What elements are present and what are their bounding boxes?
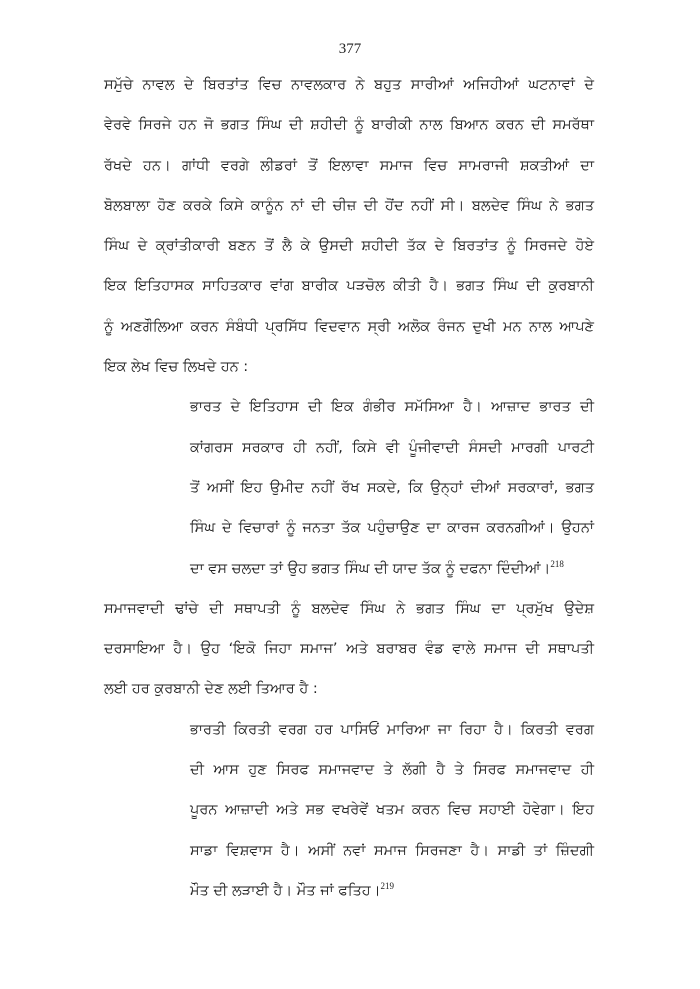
quote-line	[190, 552, 594, 592]
quote-line: ਦੀ ਆਸ ਹੁਣ ਸਿਰਫ ਸਮਾਜਵਾਦ ਤੇ ਲੱਗੀ ਹੈ ਤੇ ਸਿਰਫ ਸਮਾਜਵਾਦ ਹੀ	[190, 762, 594, 779]
text-line: ਲਈ ਹਰ ਕੁਰਬਾਨੀ ਦੇਣ ਲਈ ਤਿਆਰ ਹੈ :	[104, 681, 318, 698]
block-quote-working-class	[104, 713, 594, 914]
quote-line: ਭਾਰਤ ਦੇ ਇਤਿਹਾਸ ਦੀ ਇਕ ਗੰਭੀਰ ਸਮੱਸਿਆ ਹੈ। ਆਜ਼ਾਦ ਭਾਰਤ ਦੀ	[190, 399, 594, 416]
quote-line: ਭਾਰਤੀ ਕਿਰਤੀ ਵਰਗ ਹਰ ਪਾਸਿਓਂ ਮਾਰਿਆ ਜਾ ਰਿਹਾ ਹੈ। ਕਿਰਤੀ ਵਰਗ	[190, 721, 594, 738]
paragraph-socialism	[104, 592, 594, 713]
paragraph-intro	[104, 68, 594, 390]
text-line: ਸਮਾਜਵਾਦੀ ਢਾਂਚੇ ਦੀ ਸਥਾਪਤੀ ਨੂੰ ਬਲਦੇਵ ਸਿੰਘ ਨੇ ਭਗਤ ਸਿੰਘ ਦਾ ਪ੍ਰਮੁੱਖ ਉਦੇਸ਼	[104, 600, 594, 617]
text-line: ਇਕ ਇਤਿਹਾਸਕ ਸਾਹਿਤਕਾਰ ਵਾਂਗ ਬਾਰੀਕ ਪੜਚੋਲ ਕੀਤੀ ਹੈ। ਭਗਤ ਸਿੰਘ ਦੀ ਕੁਰਬਾਨੀ	[104, 278, 594, 295]
footnote-ref[interactable]: 218	[550, 558, 564, 569]
page-body	[104, 68, 594, 914]
footnote-ref[interactable]: 219	[380, 881, 394, 892]
quote-line	[190, 874, 594, 914]
block-quote-alok-ranjan	[104, 390, 594, 591]
quote-line: ਤੋਂ ਅਸੀਂ ਇਹ ਉਮੀਦ ਨਹੀਂ ਰੱਖ ਸਕਦੇ, ਕਿ ਉਨ੍ਹਾਂ ਦੀਆਂ ਸਰਕਾਰਾਂ, ਭਗਤ	[190, 479, 594, 496]
text-line: ਵੇਰਵੇ ਸਿਰਜੇ ਹਨ ਜੋ ਭਗਤ ਸਿੰਘ ਦੀ ਸ਼ਹੀਦੀ ਨੂੰ ਬਾਰੀਕੀ ਨਾਲ ਬਿਆਨ ਕਰਨ ਦੀ ਸਮਰੱਥਾ	[104, 117, 594, 134]
page-number: 377	[338, 41, 362, 57]
text-line: ਰੱਖਦੇ ਹਨ। ਗਾਂਧੀ ਵਰਗੇ ਲੀਡਰਾਂ ਤੋਂ ਇਲਾਵਾ ਸਮਾਜ ਵਿਚ ਸਾਮਰਾਜੀ ਸ਼ਕਤੀਆਂ ਦਾ	[104, 157, 594, 174]
quote-line-text: ਦਾ ਵਸ ਚਲਦਾ ਤਾਂ ਉਹ ਭਗਤ ਸਿੰਘ ਦੀ ਯਾਦ ਤੱਕ ਨੂੰ ਦਫਨਾ ਦਿੰਦੀਆਂ।	[190, 560, 551, 577]
text-line: ਦਰਸਾਇਆ ਹੈ। ਉਹ ‘ਇਕੋ ਜਿਹਾ ਸਮਾਜ’ ਅਤੇ ਬਰਾਬਰ ਵੰਡ ਵਾਲੇ ਸਮਾਜ ਦੀ ਸਥਾਪਤੀ	[104, 641, 594, 658]
quote-line: ਸਿੰਘ ਦੇ ਵਿਚਾਰਾਂ ਨੂੰ ਜਨਤਾ ਤੱਕ ਪਹੁੰਚਾਉਣ ਦਾ ਕਾਰਜ ਕਰਨਗੀਆਂ। ਉਹਨਾਂ	[190, 520, 594, 537]
quote-line-text: ਮੌਤ ਦੀ ਲੜਾਈ ਹੈ। ਮੌਤ ਜਾਂ ਫਤਿਹ।	[190, 882, 381, 899]
text-line: ਇਕ ਲੇਖ ਵਿਚ ਲਿਖਦੇ ਹਨ :	[104, 359, 249, 376]
text-line: ਨੂੰ ਅਣਗੌਲਿਆ ਕਰਨ ਸੰਬੰਧੀ ਪ੍ਰਸਿੱਧ ਵਿਦਵਾਨ ਸ੍ਰੀ ਅਲੋਕ ਰੰਜਨ ਦੁਖੀ ਮਨ ਨਾਲ ਆਪਣੇ	[104, 318, 594, 335]
quote-line: ਕਾਂਗਰਸ ਸਰਕਾਰ ਹੀ ਨਹੀਂ, ਕਿਸੇ ਵੀ ਪੂੰਜੀਵਾਦੀ ਸੰਸਦੀ ਮਾਰਗੀ ਪਾਰਟੀ	[190, 439, 594, 456]
quote-line: ਪੂਰਨ ਆਜ਼ਾਦੀ ਅਤੇ ਸਭ ਵਖਰੇਵੇਂ ਖਤਮ ਕਰਨ ਵਿਚ ਸਹਾਈ ਹੋਵੇਗਾ। ਇਹ	[190, 802, 594, 819]
quote-line: ਸਾਡਾ ਵਿਸ਼ਵਾਸ ਹੈ। ਅਸੀਂ ਨਵਾਂ ਸਮਾਜ ਸਿਰਜਣਾ ਹੈ। ਸਾਡੀ ਤਾਂ ਜ਼ਿੰਦਗੀ	[190, 842, 594, 859]
text-line: ਸਿੰਘ ਦੇ ਕ੍ਰਾਂਤੀਕਾਰੀ ਬਣਨ ਤੋਂ ਲੈ ਕੇ ਉਸਦੀ ਸ਼ਹੀਦੀ ਤੱਕ ਦੇ ਬਿਰਤਾਂਤ ਨੂੰ ਸਿਰਜਦੇ ਹੋਏ	[104, 238, 594, 255]
text-line: ਸਮੁੱਚੇ ਨਾਵਲ ਦੇ ਬਿਰਤਾਂਤ ਵਿਚ ਨਾਵਲਕਾਰ ਨੇ ਬਹੁਤ ਸਾਰੀਆਂ ਅਜਿਹੀਆਂ ਘਟਨਾਵਾਂ ਦੇ	[104, 77, 594, 93]
text-line: ਬੋਲਬਾਲਾ ਹੋਣ ਕਰਕੇ ਕਿਸੇ ਕਾਨੂੰਨ ਨਾਂ ਦੀ ਚੀਜ਼ ਦੀ ਹੋਂਦ ਨਹੀਂ ਸੀ। ਬਲਦੇਵ ਸਿੰਘ ਨੇ ਭਗਤ	[104, 197, 594, 214]
